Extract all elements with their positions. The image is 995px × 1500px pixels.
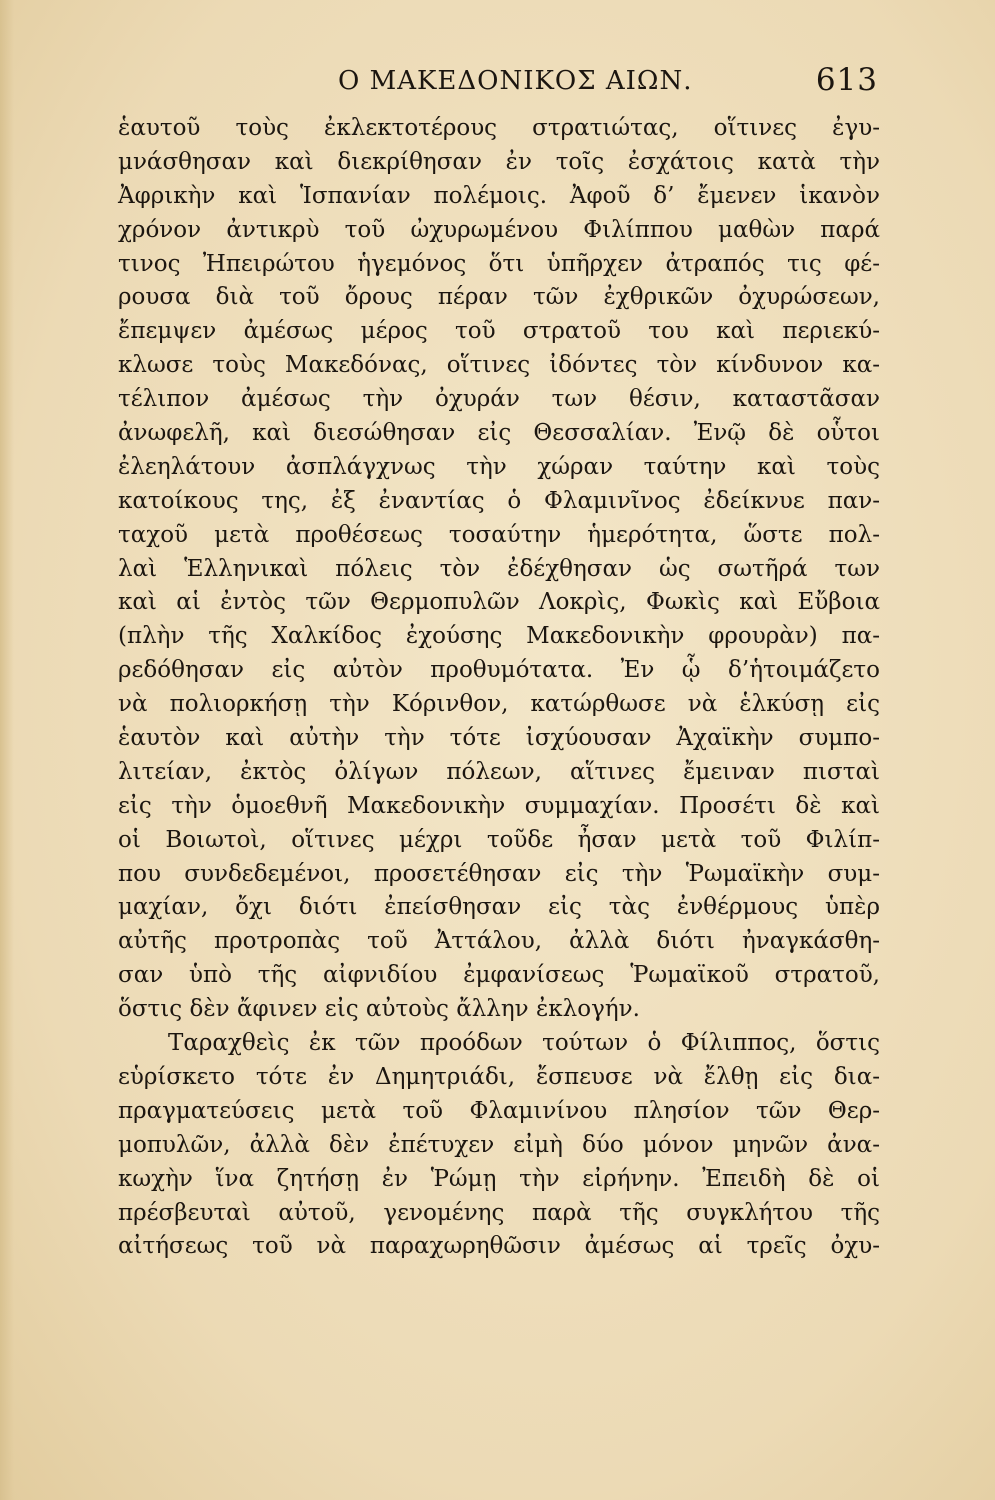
text-line: τινος Ἠπειρώτου ἡγεμόνος ὅτι ὑπῆρχεν ἀτραπός τις φέ- xyxy=(118,250,880,277)
text-line: (πλὴν τῆς Χαλκίδος ἐχούσης Μακεδονικὴν φρουρὰν) πα- xyxy=(118,623,880,650)
text-line: κλωσε τοὺς Μακεδόνας, οἵτινες ἰδόντες τὸν κίνδυνον κα- xyxy=(118,352,880,379)
text-line: ρουσα διὰ τοῦ ὄρους πέραν τῶν ἐχθρικῶν ὀχυρώσεων, xyxy=(118,284,880,311)
text-line: Ἀφρικὴν καὶ Ἱσπανίαν πολέμοις. Ἀφοῦ δ’ ἔμενεν ἱκανὸν xyxy=(118,182,880,209)
text-line: μοπυλῶν, ἀλλὰ δὲν ἐπέτυχεν εἰμὴ δύο μόνον μηνῶν ἀνα- xyxy=(118,1131,880,1158)
text-line: λιτείαν, ἐκτὸς ὀλίγων πόλεων, αἵτινες ἔμειναν πισταὶ xyxy=(118,758,880,785)
text-line: κωχὴν ἵνα ζητήσῃ ἐν Ῥώμῃ τὴν εἰρήνην. Ἐπειδὴ δὲ οἱ xyxy=(118,1165,880,1192)
page-binding-shadow xyxy=(0,0,14,1500)
text-line: ἔπεμψεν ἀμέσως μέρος τοῦ στρατοῦ του καὶ περιεκύ- xyxy=(118,318,880,345)
text-line: πραγματεύσεις μετὰ τοῦ Φλαμινίνου πλησίον τῶν Θερ- xyxy=(118,1097,880,1124)
text-line: αἰτήσεως τοῦ νὰ παραχωρηθῶσιν ἀμέσως αἱ τρεῖς ὀχυ- xyxy=(118,1233,880,1260)
paragraph xyxy=(118,112,880,1027)
text-line: ὅστις δὲν ἄφινεν εἰς αὐτοὺς ἄλλην ἐκλογήν. xyxy=(118,996,640,1023)
body-text xyxy=(118,112,880,1264)
paragraph xyxy=(118,1027,880,1264)
text-line: ἀνωφελῆ, καὶ διεσώθησαν εἰς Θεσσαλίαν. Ἐνῷ δὲ οὗτοι xyxy=(118,420,880,447)
running-title: Ο ΜΑΚΕΔΟΝΙΚΟΣ ΑΙΩΝ. xyxy=(338,66,693,96)
text-line: που συνδεδεμένοι, προσετέθησαν εἰς τὴν Ῥωμαϊκὴν συμ- xyxy=(118,860,880,887)
text-line: εἰς τὴν ὁμοεθνῆ Μακεδονικὴν συμμαχίαν. Προσέτι δὲ καὶ xyxy=(118,792,880,819)
text-line: ἐλεηλάτουν ἀσπλάγχνως τὴν χώραν ταύτην καὶ τοὺς xyxy=(118,453,880,480)
text-line: λαὶ Ἑλληνικαὶ πόλεις τὸν ἐδέχθησαν ὡς σωτῆρά των xyxy=(118,555,880,582)
text-line: ταχοῦ μετὰ προθέσεως τοσαύτην ἡμερότητα, ὥστε πολ- xyxy=(118,521,880,548)
text-line: ρεδόθησαν εἰς αὐτὸν προθυμότατα. Ἐν ᾧ δ’ἡτοιμάζετο xyxy=(118,657,880,684)
page-number: 613 xyxy=(815,62,878,98)
text-line: ἑαυτὸν καὶ αὐτὴν τὴν τότε ἰσχύουσαν Ἀχαϊκὴν συμπο- xyxy=(118,725,880,752)
text-line: μνάσθησαν καὶ διεκρίθησαν ἐν τοῖς ἐσχάτοις κατὰ τὴν xyxy=(118,148,880,175)
text-line: πρέσβευταὶ αὐτοῦ, γενομένης παρὰ τῆς συγκλήτου τῆς xyxy=(118,1199,880,1226)
page-header xyxy=(118,62,878,108)
text-line: μαχίαν, ὄχι διότι ἐπείσθησαν εἰς τὰς ἐνθέρμους ὑπὲρ xyxy=(118,894,880,921)
text-line: κατοίκους της, ἐξ ἐναντίας ὁ Φλαμινῖνος ἐδείκνυε παν- xyxy=(118,487,880,514)
text-line: Ταραχθεὶς ἐκ τῶν προόδων τούτων ὁ Φίλιππος, ὅστις xyxy=(168,1030,880,1057)
text-line: αὐτῆς προτροπὰς τοῦ Ἀττάλου, ἀλλὰ διότι ἠναγκάσθη- xyxy=(118,928,880,955)
text-line: τέλιπον ἀμέσως τὴν ὀχυράν των θέσιν, καταστᾶσαν xyxy=(118,386,880,413)
text-line: καὶ αἱ ἐντὸς τῶν Θερμοπυλῶν Λοκρὶς, Φωκὶς καὶ Εὔβοια xyxy=(118,589,880,616)
text-line: χρόνον ἀντικρὺ τοῦ ὠχυρωμένου Φιλίππου μαθὼν παρά xyxy=(118,216,880,243)
text-line: οἱ Βοιωτοὶ, οἵτινες μέχρι τοῦδε ἦσαν μετὰ τοῦ Φιλίπ- xyxy=(118,826,880,853)
text-line: νὰ πολιορκήσῃ τὴν Κόρινθον, κατώρθωσε νὰ ἑλκύσῃ εἰς xyxy=(118,691,880,718)
text-line: σαν ὑπὸ τῆς αἰφνιδίου ἐμφανίσεως Ῥωμαϊκοῦ στρατοῦ, xyxy=(118,962,880,989)
text-line: ἑαυτοῦ τοὺς ἐκλεκτοτέρους στρατιώτας, οἵτινες ἐγυ- xyxy=(118,115,880,141)
text-line: εὑρίσκετο τότε ἐν Δημητριάδι, ἔσπευσε νὰ ἔλθῃ εἰς δια- xyxy=(118,1063,880,1090)
